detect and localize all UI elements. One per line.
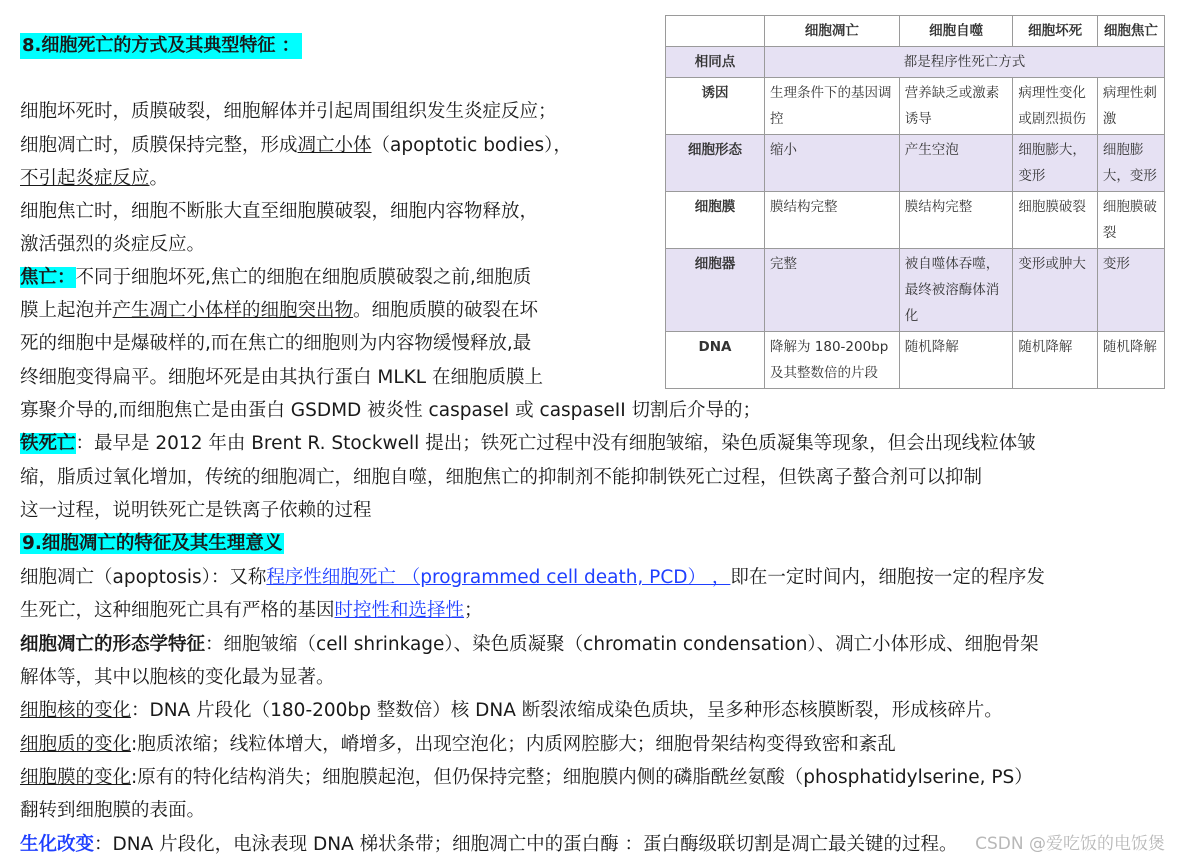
text-span: ：DNA 片段化（180-200bp 整数倍）核 DNA 断裂浓缩成染色质块，呈多种形态核膜断裂，形成核碎片。 xyxy=(131,700,1003,721)
text-span: ； xyxy=(464,600,483,621)
text-span: （apoptotic bodies）， xyxy=(371,135,572,156)
ferroptosis-label: 铁死亡 xyxy=(20,433,76,454)
row-label: 相同点 xyxy=(666,47,765,78)
table-cell: 随机降解 xyxy=(1013,332,1098,389)
table-row-common xyxy=(666,47,1165,78)
text-line xyxy=(20,298,538,324)
table-cell: 营养缺乏或激素诱导 xyxy=(899,78,1013,135)
text-line xyxy=(20,698,1003,724)
pyroptosis-label: 焦亡： xyxy=(20,267,76,288)
table-cell: 完整 xyxy=(765,249,900,332)
table-cell: 细胞膜破裂 xyxy=(1097,192,1164,249)
text-line: 终细胞变得扁平。细胞坏死是由其执行蛋白 MLKL 在细胞质膜上 xyxy=(20,367,543,388)
text-line xyxy=(20,265,531,291)
no-inflammation-term: 不引起炎症反应 xyxy=(20,168,150,189)
table-header-row xyxy=(666,16,1165,47)
table-row-organelle xyxy=(666,249,1165,332)
table-cell: 降解为 180-200bp 及其整数倍的片段 xyxy=(765,332,900,389)
text-span: 。 xyxy=(149,168,169,189)
table-row-dna xyxy=(666,332,1165,389)
text-line xyxy=(20,832,958,858)
text-span: :胞质浓缩；线粒体增大，嵴增多，出现空泡化；内质网腔膨大；细胞骨架结构变得致密和紊乱 xyxy=(131,734,896,755)
membrane-change-label: 细胞膜的变化 xyxy=(20,767,132,788)
nucleus-change-label: 细胞核的变化 xyxy=(20,700,132,721)
text-line xyxy=(20,166,168,192)
text-line xyxy=(20,598,483,624)
table-cell: 细胞膨大，变形 xyxy=(1097,135,1164,192)
row-label: 诱因 xyxy=(666,78,765,135)
table-cell: 细胞膜破裂 xyxy=(1013,192,1098,249)
text-line: 细胞焦亡时，细胞不断胀大直至细胞膜破裂，细胞内容物释放， xyxy=(20,201,539,222)
table-header-autophagy: 细胞自噬 xyxy=(899,16,1013,47)
text-span: 膜上起泡并 xyxy=(20,300,113,321)
text-line xyxy=(20,531,284,557)
text-line: 这一过程，说明铁死亡是铁离子依赖的过程 xyxy=(20,500,372,521)
text-span: ：最早是 2012 年由 Brent R. Stockwell 提出；铁死亡过程中没有细胞皱缩，染色质凝集等现象，但会出现线粒体皱 xyxy=(75,433,1036,454)
table-cell-common: 都是程序性死亡方式 xyxy=(765,47,1165,78)
table-row-morphology xyxy=(666,135,1165,192)
table-cell: 缩小 xyxy=(765,135,900,192)
table-cell: 病理性变化或剧烈损伤 xyxy=(1013,78,1098,135)
text-span: 生死亡，这种细胞死亡具有严格的基因 xyxy=(20,600,335,621)
table-header-corner xyxy=(666,16,765,47)
pyroptosis-protrusion-term: 产生凋亡小体样的细胞突出物 xyxy=(112,300,354,321)
table-cell: 变形 xyxy=(1097,249,1164,332)
text-line: 翻转到细胞膜的表面。 xyxy=(20,800,206,821)
table-row-membrane xyxy=(666,192,1165,249)
table-cell: 病理性刺激 xyxy=(1097,78,1164,135)
cytoplasm-change-label: 细胞质的变化 xyxy=(20,734,132,755)
table-header-pyroptosis: 细胞焦亡 xyxy=(1097,16,1164,47)
table-header-apoptosis: 细胞凋亡 xyxy=(765,16,900,47)
text-line: 激活强烈的炎症反应。 xyxy=(20,234,206,255)
watermark: CSDN @爱吃饭的电饭煲 xyxy=(975,834,1165,854)
text-line xyxy=(20,732,896,758)
text-line: 解体等，其中以胞核的变化最为显著。 xyxy=(20,667,335,688)
text-line: 寡聚介导的,而细胞焦亡是由蛋白 GSDMD 被炎性 caspaseI 或 caspaseII 切割后介导的； xyxy=(20,400,762,421)
text-line: 细胞坏死时，质膜破裂，细胞解体并引起周围组织发生炎症反应； xyxy=(20,101,557,122)
text-span: ：细胞皱缩（cell shrinkage）、染色质凝聚（chromatin condensation）、凋亡小体形成、细胞骨架 xyxy=(205,634,1039,655)
text-span: 细胞凋亡（apoptosis）：又称 xyxy=(20,567,267,588)
row-label: 细胞器 xyxy=(666,249,765,332)
text-line xyxy=(20,765,1033,791)
pcd-link[interactable]: 程序性细胞死亡 （programmed cell death, PCD） ， xyxy=(266,567,731,588)
apoptotic-bodies-term: 凋亡小体 xyxy=(297,135,372,156)
text-line: 死的细胞中是爆破样的,而在焦亡的细胞则为内容物缓慢释放,最 xyxy=(20,333,532,354)
row-label: DNA xyxy=(666,332,765,389)
text-span: :原有的特化结构消失；细胞膜起泡，但仍保持完整；细胞膜内侧的磷脂酰丝氨酸（phosphatidylserine, PS） xyxy=(131,767,1033,788)
text-span: 不同于细胞坏死,焦亡的细胞在细胞质膜破裂之前,细胞质 xyxy=(75,267,532,288)
table-cell: 产生空泡 xyxy=(899,135,1013,192)
table-cell: 膜结构完整 xyxy=(765,192,900,249)
row-label: 细胞形态 xyxy=(666,135,765,192)
table-cell: 膜结构完整 xyxy=(899,192,1013,249)
section-8-title: 8.细胞死亡的方式及其典型特征 ： xyxy=(20,33,302,59)
table-cell: 随机降解 xyxy=(1097,332,1164,389)
text-line xyxy=(20,565,1045,591)
text-span: ：DNA 片段化，电泳表现 DNA 梯状条带；细胞凋亡中的蛋白酶 ：蛋白酶级联切割是凋亡最关键的过程。 xyxy=(94,834,958,855)
table-cell: 被自噬体吞噬，最终被溶酶体消化 xyxy=(899,249,1013,332)
text-line xyxy=(20,431,1036,457)
table-cell: 随机降解 xyxy=(899,332,1013,389)
text-span: 。细胞质膜的破裂在坏 xyxy=(353,300,539,321)
table-header-necrosis: 细胞坏死 xyxy=(1013,16,1098,47)
table-cell: 变形或肿大 xyxy=(1013,249,1098,332)
cell-death-comparison-table xyxy=(665,15,1165,389)
text-span: 细胞凋亡时，质膜保持完整，形成 xyxy=(20,135,298,156)
section-9-title: 9.细胞凋亡的特征及其生理意义 xyxy=(22,533,283,554)
text-line xyxy=(20,632,1039,658)
table-cell: 生理条件下的基因调控 xyxy=(765,78,900,135)
table-row-cause xyxy=(666,78,1165,135)
biochemical-change-label: 生化改变 xyxy=(20,834,95,855)
timing-selectivity-link[interactable]: 时控性和选择性 xyxy=(334,600,465,621)
text-span: 即在一定时间内，细胞按一定的程序发 xyxy=(730,567,1045,588)
table-cell: 细胞膨大，变形 xyxy=(1013,135,1098,192)
morphology-label: 细胞凋亡的形态学特征 xyxy=(20,634,206,655)
text-line xyxy=(20,133,572,159)
row-label: 细胞膜 xyxy=(666,192,765,249)
text-line: 缩，脂质过氧化增加，传统的细胞凋亡，细胞自噬，细胞焦亡的抑制剂不能抑制铁死亡过程，但铁离子螯合剂可以抑制 xyxy=(20,467,983,488)
